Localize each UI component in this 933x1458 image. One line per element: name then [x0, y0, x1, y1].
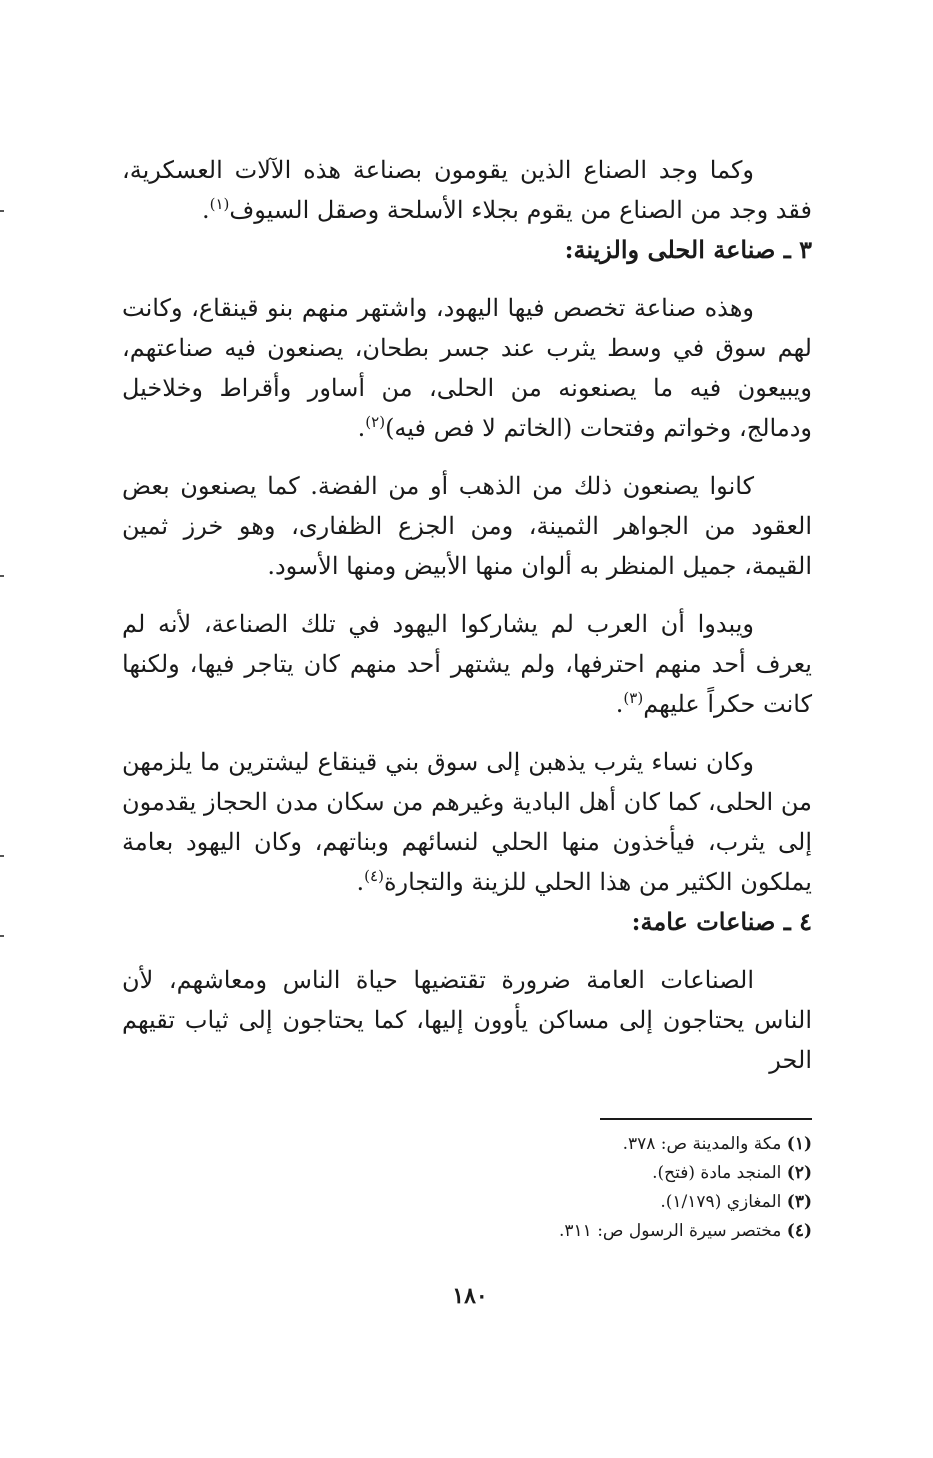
- paragraph-1-text: وكما وجد الصناع الذين يقومون بصناعة هذه الآلات العسكرية، فقد وجد من الصناع من يقوم بجلاء الأسلحة وصقل السيوف: [122, 156, 812, 224]
- footnote-3: [400, 1188, 812, 1217]
- footnote-2: [400, 1159, 812, 1188]
- page-body: [122, 150, 812, 1080]
- paragraph-1: وكما وجد الصناع الذين يقومون بصناعة هذه الآلات العسكرية، فقد وجد من الصناع من يقوم بجلاء الأسلحة وصقل السيوف$^{(١)}$.: [122, 156, 812, 224]
- scan-edge-mark: [0, 210, 4, 212]
- page-number: ١٨٠: [452, 1283, 488, 1309]
- footnote-4-text: مختصر سيرة الرسول ص: ٣١١.: [558, 1221, 782, 1241]
- footnote-2-number: (٢): [786, 1163, 812, 1183]
- footnote-1-text: مكة والمدينة ص: ٣٧٨.: [622, 1134, 782, 1154]
- paragraph-2-text: وهذه صناعة تخصص فيها اليهود، واشتهر منهم بنو قينقاع، وكانت لهم سوق في وسط يثرب عند جسر بطحان، يصنعون فيه صناعتهم، ويبيعون فيه ما يصنعونه من الحلى، من أساور وأقراط وخلاخيل ودمالج، وخواتم وفتحات (الخاتم لا فص فيه): [122, 294, 812, 442]
- footnote-ref-3: (٣): [623, 689, 644, 707]
- paragraph-3: كانوا يصنعون ذلك من الذهب أو من الفضة. كما يصنعون بعض العقود من الجواهر الثمينة، ومن الجزع الظفارى، وهو خرز ثمين القيمة، جميل المنظر به ألوان منها الأبيض ومنها الأسود.: [122, 472, 812, 580]
- section-heading-3: ٣ ـ صناعة الحلى والزينة:: [564, 235, 812, 264]
- footnote-3-text: المغازي (١/١٧٩).: [660, 1192, 782, 1212]
- footnote-1: [400, 1130, 812, 1159]
- footnotes: [400, 1130, 812, 1246]
- paragraph-5-text: وكان نساء يثرب يذهبن إلى سوق بني قينقاع ليشترين ما يلزمهن من الحلى، كما كان أهل البادية وغيرهم من سكان مدن الحجاز يقدمون إلى يثرب، فيأخذون منها الحلي لنسائهم وبناتهم، وكان اليهود بعامة يملكون الكثير من هذا الحلي للزينة والتجارة: [122, 748, 812, 896]
- paragraph-4-text: ويبدوا أن العرب لم يشاركوا اليهود في تلك الصناعة، لأنه لم يعرف أحد منهم احترفها، ولم يشتهر أحد منهم كان يتاجر فيها، ولكنها كانت حكراً عليهم: [122, 610, 812, 718]
- footnote-ref-1: (١): [209, 195, 230, 213]
- footnote-4: [400, 1217, 812, 1246]
- paragraph-2: وهذه صناعة تخصص فيها اليهود، واشتهر منهم بنو قينقاع، وكانت لهم سوق في وسط يثرب عند جسر بطحان، يصنعون فيه صناعتهم، ويبيعون فيه ما يصنعونه من الحلى، من أساور وأقراط وخلاخيل ودمالج، وخواتم وفتحات (الخاتم لا فص فيه)$^{(٢)}$.: [122, 294, 812, 442]
- scan-edge-mark: [0, 935, 4, 937]
- scan-edge-mark: [0, 855, 4, 857]
- footnote-separator: [600, 1118, 812, 1120]
- paragraph-4: ويبدوا أن العرب لم يشاركوا اليهود في تلك الصناعة، لأنه لم يعرف أحد منهم احترفها، ولم يشتهر أحد منهم كان يتاجر فيها، ولكنها كانت حكراً عليهم$^{(٣)}$.: [122, 610, 812, 718]
- footnote-3-number: (٣): [786, 1192, 812, 1212]
- scan-edge-mark: [0, 575, 4, 577]
- section-heading-4: ٤ ـ صناعات عامة:: [631, 907, 812, 936]
- footnote-2-text: المنجد مادة (فتح).: [652, 1163, 782, 1183]
- paragraph-5: وكان نساء يثرب يذهبن إلى سوق بني قينقاع ليشترين ما يلزمهن من الحلى، كما كان أهل البادية وغيرهم من سكان مدن الحجاز يقدمون إلى يثرب، فيأخذون منها الحلي لنسائهم وبناتهم، وكان اليهود بعامة يملكون الكثير من هذا الحلي للزينة والتجارة$^{(٤)}$.: [122, 748, 812, 896]
- footnote-4-number: (٤): [786, 1221, 812, 1241]
- paragraph-6: الصناعات العامة ضرورة تقتضيها حياة الناس ومعاشهم، لأن الناس يحتاجون إلى مساكن يأوون إليها، كما يحتاجون إلى ثياب تقيهم الحر: [122, 966, 812, 1074]
- footnote-ref-4: (٤): [364, 867, 384, 885]
- footnote-ref-2: (٢): [365, 413, 386, 431]
- footnote-1-number: (١): [786, 1134, 812, 1154]
